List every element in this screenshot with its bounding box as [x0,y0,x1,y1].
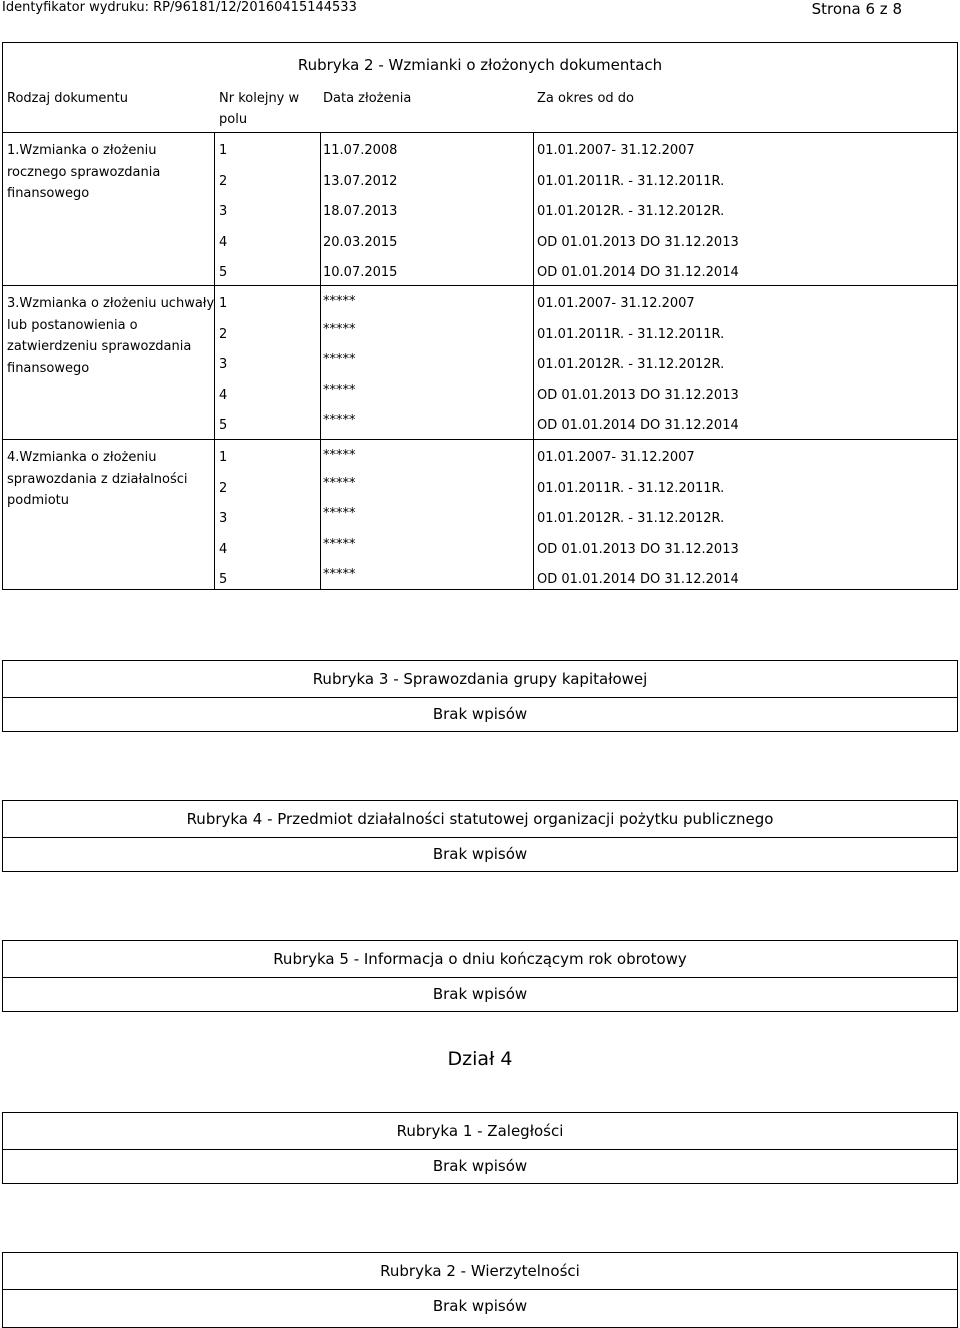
row-date: ***** [323,413,356,428]
section-title: Rubryka 1 - Zaległości [3,1113,957,1150]
row-nr: 5 [219,265,228,280]
row-period: 01.01.2007- 31.12.2007 [537,143,695,158]
zaleglosci-section [2,1112,958,1184]
rubryka3-section [2,660,958,732]
section-title: Rubryka 4 - Przedmiot działalności statutowej organizacji pożytku publicznego [3,801,957,838]
row-nr: 4 [219,542,228,557]
row-date: ***** [323,294,356,309]
print-identifier: Identyfikator wydruku: RP/96181/12/20160415144533 [2,0,357,15]
rubryka2-title: Rubryka 2 - Wzmianki o złożonych dokumentach [297,56,663,74]
row-date: 10.07.2015 [323,265,398,280]
row-date: 13.07.2012 [323,174,398,189]
doc-type-line: zatwierdzeniu sprawozdania [7,339,192,354]
doc-type-line: 1.Wzmianka o złożeniu [7,143,157,158]
section-body: Brak wpisów [432,985,528,1003]
row-date: ***** [323,476,356,491]
row-nr: 5 [219,572,228,587]
doc-type-line: 4.Wzmianka o złożeniu [7,450,157,465]
row-date: ***** [323,448,356,463]
row-period: OD 01.01.2014 DO 31.12.2014 [537,418,739,433]
row-period: 01.01.2007- 31.12.2007 [537,450,695,465]
row-date: ***** [323,383,356,398]
col-header-date: Data złożenia [323,91,412,106]
row-nr: 3 [219,357,228,372]
row-nr: 2 [219,481,228,496]
row-nr: 2 [219,174,228,189]
row-period: OD 01.01.2013 DO 31.12.2013 [537,542,739,557]
row-period: 01.01.2012R. - 31.12.2012R. [537,204,725,219]
row-date: ***** [323,537,356,552]
section-title: Rubryka 5 - Informacja o dniu kończącym rok obrotowy [3,941,957,978]
row-period: OD 01.01.2014 DO 31.12.2014 [537,572,739,587]
row-period: OD 01.01.2014 DO 31.12.2014 [537,265,739,280]
doc-type-line: finansowego [7,361,90,376]
group-2 [3,286,959,439]
col-header-period: Za okres od do [537,91,634,106]
row-date: ***** [323,506,356,521]
doc-type-line: finansowego [7,186,90,201]
doc-type-line: 3.Wzmianka o złożeniu uchwały [7,296,215,311]
col-header-nr-line2: polu [219,112,248,127]
doc-type-line: lub postanowienia o [7,318,138,333]
row-nr: 4 [219,388,228,403]
group-3 [3,440,959,590]
row-period: OD 01.01.2013 DO 31.12.2013 [537,388,739,403]
col-header-doc-type: Rodzaj dokumentu [7,91,128,106]
row-period: 01.01.2011R. - 31.12.2011R. [537,481,725,496]
row-period: OD 01.01.2013 DO 31.12.2013 [537,235,739,250]
row-nr: 3 [219,204,228,219]
row-date: ***** [323,567,356,582]
row-date: 20.03.2015 [323,235,398,250]
row-nr: 1 [219,450,228,465]
dzial-heading: Dział 4 [447,1048,513,1070]
group-1 [3,133,959,285]
section-title: Rubryka 3 - Sprawozdania grupy kapitałowej [3,661,957,698]
rubryka5-section [2,940,958,1012]
section-body: Brak wpisów [432,705,528,723]
row-nr: 1 [219,296,228,311]
rubryka2-table [2,42,958,590]
row-nr: 5 [219,418,228,433]
section-body: Brak wpisów [432,1297,528,1315]
rubryka4-section [2,800,958,872]
row-date: ***** [323,352,356,367]
row-period: 01.01.2011R. - 31.12.2011R. [537,327,725,342]
section-body: Brak wpisów [432,845,528,863]
row-nr: 2 [219,327,228,342]
section-body: Brak wpisów [432,1157,528,1175]
doc-type-line: podmiotu [7,493,70,508]
doc-type-line: rocznego sprawozdania [7,165,161,180]
print-header [0,0,960,20]
wierzytelnosci-section [2,1252,958,1328]
row-date: 18.07.2013 [323,204,398,219]
row-nr: 3 [219,511,228,526]
col-header-nr-line1: Nr kolejny w [219,91,300,106]
row-period: 01.01.2012R. - 31.12.2012R. [537,357,725,372]
section-title: Rubryka 2 - Wierzytelności [3,1253,957,1290]
row-nr: 1 [219,143,228,158]
row-date: ***** [323,322,356,337]
row-nr: 4 [219,235,228,250]
page-number: Strona 6 z 8 [811,0,902,18]
row-date: 11.07.2008 [323,143,398,158]
row-period: 01.01.2012R. - 31.12.2012R. [537,511,725,526]
doc-type-line: sprawozdania z działalności [7,472,188,487]
row-period: 01.01.2011R. - 31.12.2011R. [537,174,725,189]
row-period: 01.01.2007- 31.12.2007 [537,296,695,311]
